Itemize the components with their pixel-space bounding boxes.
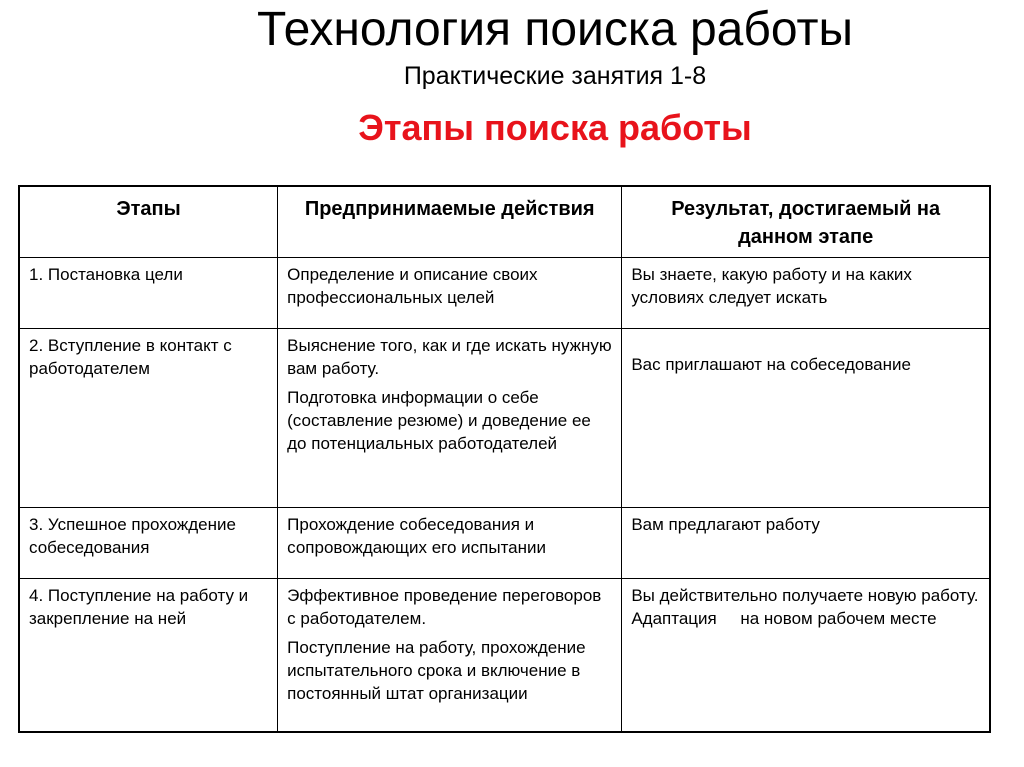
table-row: [19, 508, 990, 579]
action-text: Выяснение того, как и где искать нужную вам работу.: [287, 336, 612, 378]
column-header-result: Результат, достигаемый на данном этапе: [622, 186, 990, 258]
column-header-actions: Предпринимаемые действия: [278, 186, 622, 258]
column-header-stages: Этапы: [19, 186, 278, 258]
actions-cell: [278, 508, 622, 579]
table-row: [19, 579, 990, 733]
stages-table: [18, 185, 991, 733]
stage-cell: 4. Поступление на работу и закрепление на ней: [19, 579, 278, 733]
stage-cell: 2. Вступление в контакт с работодателем: [19, 329, 278, 508]
stage-cell: 3. Успешное прохождение собеседования: [19, 508, 278, 579]
actions-cell: [278, 258, 622, 329]
action-text: Эффективное проведение переговоров с работодателем.: [287, 586, 602, 628]
action-text: Прохождение собеседования и сопровождающих его испытании: [287, 515, 547, 557]
result-cell: Вы действительно получаете новую работу. Адаптация на новом рабочем месте: [622, 579, 990, 733]
section-title: Этапы поиска работы: [358, 107, 752, 148]
table-row: [19, 258, 990, 329]
action-text: Подготовка информации о себе (составление резюме) и доведение ее до потенциальных работодателей: [287, 388, 591, 453]
actions-cell: [278, 329, 622, 508]
action-text: Поступление на работу, прохождение испытательного срока и включение в постоянный штат организации: [287, 638, 586, 703]
page-title: Технология поиска работы: [257, 3, 853, 56]
table-row: [19, 329, 990, 508]
result-cell: Вам предлагают работу: [622, 508, 990, 579]
result-cell: Вы знаете, какую работу и на каких условиях следует искать: [622, 258, 990, 329]
action-text: Определение и описание своих профессиональных целей: [287, 265, 538, 307]
page-subtitle: Практические занятия 1-8: [403, 62, 707, 90]
actions-cell: [278, 579, 622, 733]
stage-cell: 1. Постановка цели: [19, 258, 278, 329]
result-cell: Вас приглашают на собеседование: [622, 329, 990, 508]
table-header-row: [19, 186, 990, 258]
